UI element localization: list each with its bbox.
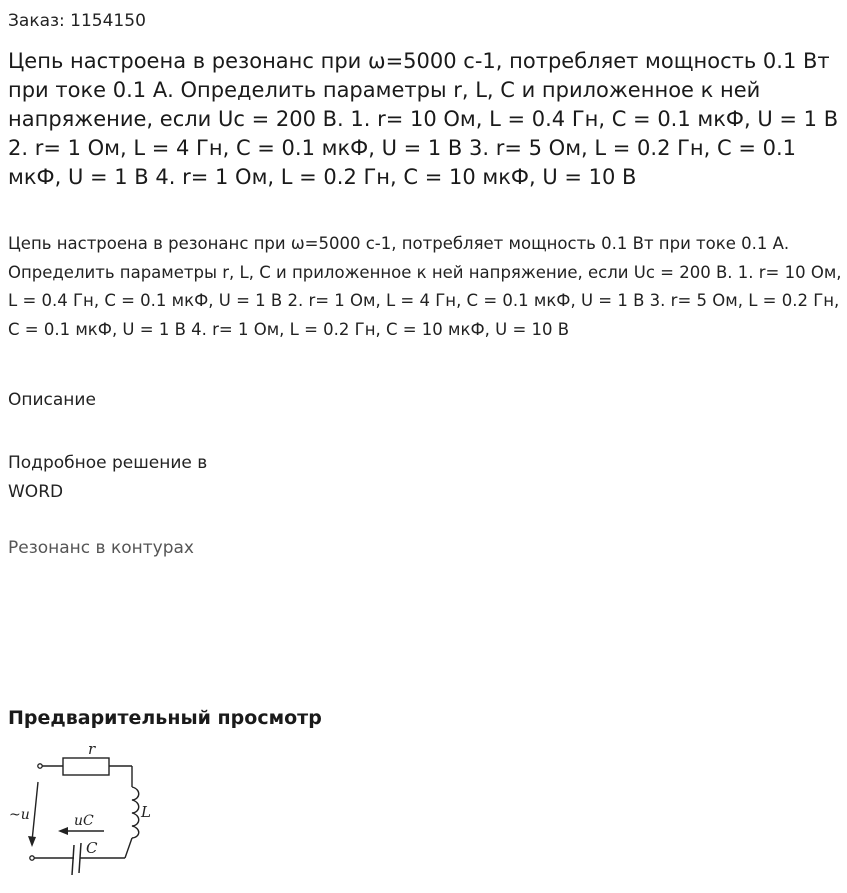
task-description: Цепь настроена в резонанс при ω=5000 с-1, потребляет мощность 0.1 Вт при токе 0.1 А. Определить параметры r, L, C и приложенное к ней напряжение, если Uc = 200 В. 1. r= 10 Ом, L = 0.4 Гн, C = 0.1 мкФ, U = 1 В 2. r= 1 Ом, L = 4 Гн, C = 0.1 мкФ, U = 1 В 3. r= 5 Ом, L = 0.2 Гн, C = 0.1 мкФ, U = 1 В 4. r= 1 Ом, L = 0.2 Гн, C = 10 мкФ, U = 10 В [8, 234, 842, 339]
resistor-label: r [88, 740, 96, 758]
source-arrow-line [32, 782, 38, 841]
wire-right-lower [125, 838, 132, 858]
preview-heading: Предварительный просмотр [8, 707, 322, 729]
order-number: Заказ: 1154150 [8, 11, 146, 31]
uc-label: uC [74, 813, 94, 829]
description-label: Описание [8, 390, 96, 410]
top-terminal [38, 764, 42, 768]
source-arrow-head [28, 836, 36, 847]
circuit-diagram [8, 737, 158, 887]
category-link[interactable]: Резонанс в контурах [8, 538, 194, 558]
circuit-preview-image[interactable] [8, 737, 158, 887]
capacitor-label: C [86, 839, 98, 857]
task-title: Цепь настроена в резонанс при ω=5000 с-1, потребляет мощность 0.1 Вт при токе 0.1 А. Определить параметры r, L, C и приложенное к ней напряжение, если Uc = 200 В. 1. r= 10 Ом, L = 0.4 Гн, C = 0.1 мкФ, U = 1 В 2. r= 1 Ом, L = 4 Гн, C = 0.1 мкФ, U = 1 В 3. r= 5 Ом, L = 0.2 Гн, C = 0.1 мкФ, U = 1 В 4. r= 1 Ом, L = 0.2 Гн, C = 10 мкФ, U = 10 В [8, 49, 839, 189]
solution-format-text: Подробное решение в WORD [8, 453, 208, 502]
bottom-terminal [30, 856, 34, 860]
capacitor-plate-left [72, 845, 74, 875]
uc-arrow-head [58, 827, 68, 835]
inductor-symbol [132, 787, 139, 838]
source-label: ~u [9, 807, 30, 823]
inductor-label: L [141, 803, 151, 821]
resistor-symbol [63, 758, 109, 775]
